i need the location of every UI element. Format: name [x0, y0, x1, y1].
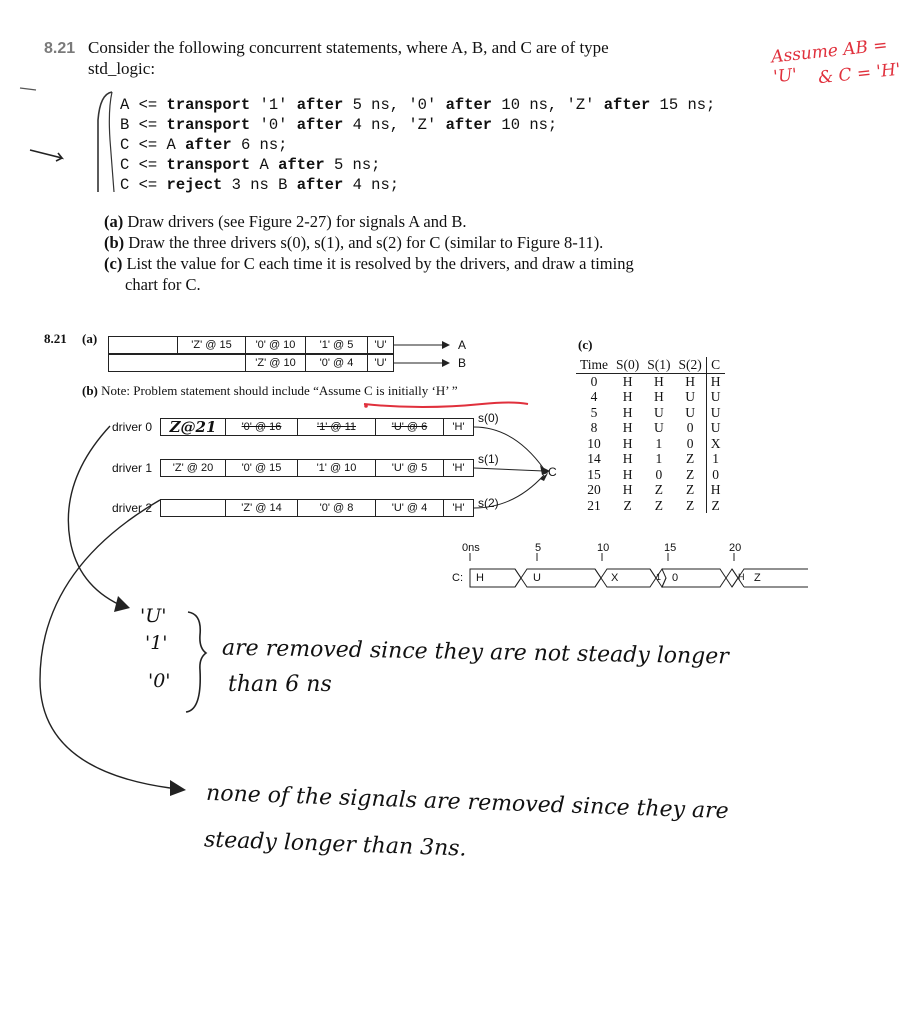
table-row — [576, 405, 725, 421]
code-bracket-annotation — [0, 80, 140, 200]
table-cell: H — [622, 482, 633, 497]
table-cell: Z — [686, 451, 695, 466]
driver-b-empty-cell — [108, 354, 246, 372]
timing-value: X — [611, 572, 619, 584]
table-cell: U — [654, 404, 664, 420]
code-line-4: C <= transport A after 5 ns; — [120, 156, 381, 174]
driver-b — [108, 354, 394, 372]
table-cell: H — [654, 373, 664, 389]
driver-2-cell: 'U' @ 4 — [376, 499, 444, 517]
timing-tick: 15 — [664, 542, 677, 554]
table-cell: 20 — [587, 482, 601, 497]
handwritten-note-1-line-1: are removed since they are not steady longer — [221, 635, 730, 670]
driver-2-label: driver 2 — [112, 501, 153, 515]
driver-a-output-label: A — [458, 338, 467, 352]
removed-value-1: '1' — [145, 632, 168, 654]
table-row — [576, 436, 725, 452]
table-cell: Z — [654, 482, 664, 497]
table-cell: 15 — [587, 466, 601, 482]
resolved-c-label: C — [548, 465, 557, 479]
removed-value-0: '0' — [148, 670, 171, 692]
table-header-row — [576, 357, 725, 373]
timing-value: U — [533, 572, 541, 584]
driver-2-cell: 'H' — [444, 499, 474, 517]
code-line-5: C <= reject 3 ns B after 4 ns; — [120, 176, 400, 194]
driver-0-cell: '1' @ 11 — [298, 418, 376, 436]
table-cell: H — [706, 482, 724, 498]
handwritten-assumption-1: Assume AB = 'U' — [770, 35, 889, 88]
part-c-question-cont: chart for C. — [125, 275, 201, 294]
table-row — [576, 373, 725, 389]
driver-a-cell: 'Z' @ 15 — [178, 336, 246, 354]
resolution-table — [576, 357, 725, 513]
table-cell: 14 — [587, 451, 601, 466]
driver-ab-arrows — [394, 336, 454, 372]
table-cell: 0 — [686, 435, 694, 451]
table-cell: Z — [623, 497, 632, 513]
table-cell: H — [622, 466, 633, 482]
driver-1-cell: 'H' — [444, 459, 474, 477]
table-cell: H — [622, 404, 633, 420]
driver-2-cell: 'Z' @ 14 — [226, 499, 298, 517]
timing-value: 1 — [656, 572, 662, 582]
driver-a-cell: '1' @ 5 — [306, 336, 368, 354]
table-cell: 0 — [686, 420, 694, 435]
driver-a-cell: 'U' — [368, 336, 394, 354]
handwritten-assumption-2: & C = 'H' — [817, 59, 902, 89]
table-row — [576, 420, 725, 436]
table-header: S(0) — [612, 357, 643, 373]
table-cell: 21 — [587, 497, 601, 513]
solution-part-c-label: (c) — [578, 337, 593, 352]
table-cell: U — [706, 420, 724, 436]
table-cell: U — [706, 405, 724, 421]
solution-part-a-label: (a) — [82, 331, 98, 346]
table-cell: U — [685, 389, 696, 404]
timing-value: 0 — [672, 572, 679, 584]
handwritten-note-1-line-2: than 6 ns — [228, 672, 332, 697]
timing-tick: 0ns — [462, 542, 480, 554]
handwritten-note-2-line-1: none of the signals are removed since they are — [205, 780, 730, 825]
table-cell: Z — [686, 466, 695, 482]
table-cell: 5 — [590, 404, 598, 420]
table-cell: H — [622, 451, 633, 466]
table-cell: X — [706, 436, 724, 452]
driver-0-cell: 'H' — [444, 418, 474, 436]
driver-a-cell: '0' @ 10 — [246, 336, 306, 354]
driver-b-cell: 'Z' @ 10 — [246, 354, 306, 372]
table-cell: Z — [706, 498, 724, 514]
driver-1-cell: 'U' @ 5 — [376, 459, 444, 477]
driver-a — [108, 336, 394, 354]
table-cell: 1 — [706, 451, 724, 467]
table-row — [576, 467, 725, 483]
problem-intro-line-2: std_logic: — [88, 59, 156, 78]
table-cell: H — [706, 373, 724, 389]
part-a-question: (a) Draw drivers (see Figure 2-27) for signals A and B. — [104, 212, 467, 231]
table-row — [576, 389, 725, 405]
table-row — [576, 451, 725, 467]
code-line-3: C <= A after 6 ns; — [120, 136, 288, 154]
driver-1-label: driver 1 — [112, 461, 153, 475]
table-cell: U — [706, 389, 724, 405]
driver-1-cell: '0' @ 15 — [226, 459, 298, 477]
table-header: S(1) — [643, 357, 674, 373]
table-cell: U — [685, 404, 696, 420]
table-row — [576, 498, 725, 514]
table-cell: Z — [654, 497, 664, 513]
driver-0-cell: 'U' @ 6 — [376, 418, 444, 436]
timing-signal-label: C: — [452, 572, 463, 584]
timing-tick: 10 — [597, 542, 610, 554]
driver-b-cell: 'U' — [368, 354, 394, 372]
table-cell: 10 — [587, 435, 601, 451]
driver-b-cell: '0' @ 4 — [306, 354, 368, 372]
table-header: S(2) — [675, 357, 707, 373]
table-cell: 1 — [655, 435, 663, 451]
s2-label: s(2) — [478, 496, 499, 510]
driver-0-cell: '0' @ 16 — [226, 418, 298, 436]
timing-value: H — [738, 572, 745, 582]
driver-b-output-label: B — [458, 356, 467, 370]
removed-value-u: 'U' — [140, 605, 167, 627]
solution-number: 8.21 — [44, 331, 67, 346]
code-line-2: B <= transport '0' after 4 ns, 'Z' after 10 ns; — [120, 116, 558, 134]
driver-1-cell: 'Z' @ 20 — [160, 459, 226, 477]
table-cell: H — [685, 373, 696, 389]
part-b-question: (b) Draw the three drivers s(0), s(1), and s(2) for C (similar to Figure 8-11). — [104, 233, 604, 252]
s0-label: s(0) — [478, 411, 499, 425]
part-c-question: (c) List the value for C each time it is resolved by the drivers, and draw a timing — [104, 254, 634, 273]
part-b-note: (b) Note: Problem statement should include “Assume C is initially ‘H’ ” — [82, 383, 458, 398]
timing-value: H — [476, 572, 484, 584]
table-cell: 0 — [655, 466, 663, 482]
table-cell: 1 — [655, 451, 663, 466]
problem-intro-line-1: Consider the following concurrent statements, where A, B, and C are of type — [88, 38, 609, 57]
driver-a-empty-cell — [108, 336, 178, 354]
timing-tick: 5 — [535, 542, 542, 554]
table-cell: H — [622, 373, 633, 389]
table-cell: 8 — [590, 420, 598, 435]
table-header: C — [706, 357, 724, 373]
driver-0-cell: Z@21 — [160, 418, 226, 436]
table-cell: H — [654, 389, 664, 404]
table-cell: H — [622, 435, 633, 451]
table-cell: Z — [686, 482, 695, 497]
problem-number: 8.21 — [44, 40, 76, 57]
table-cell: 4 — [590, 389, 598, 404]
table-row — [576, 482, 725, 498]
table-cell: 0 — [706, 467, 724, 483]
driver-2-cell: '0' @ 8 — [298, 499, 376, 517]
code-line-1: A <= transport '1' after 5 ns, '0' after 10 ns, 'Z' after 15 ns; — [120, 96, 716, 114]
handwritten-note-2-line-2: steady longer than 3ns. — [203, 827, 467, 862]
table-cell: H — [622, 420, 633, 435]
timing-value: Z — [754, 572, 761, 584]
timing-tick: 20 — [729, 542, 742, 554]
table-header: Time — [576, 357, 612, 373]
table-cell: Z — [686, 497, 695, 513]
driver-1-cell: '1' @ 10 — [298, 459, 376, 477]
s1-label: s(1) — [478, 452, 499, 466]
driver-0-label: driver 0 — [112, 420, 153, 434]
table-cell: H — [622, 389, 633, 404]
table-cell: 0 — [590, 373, 598, 389]
table-cell: U — [654, 420, 664, 435]
